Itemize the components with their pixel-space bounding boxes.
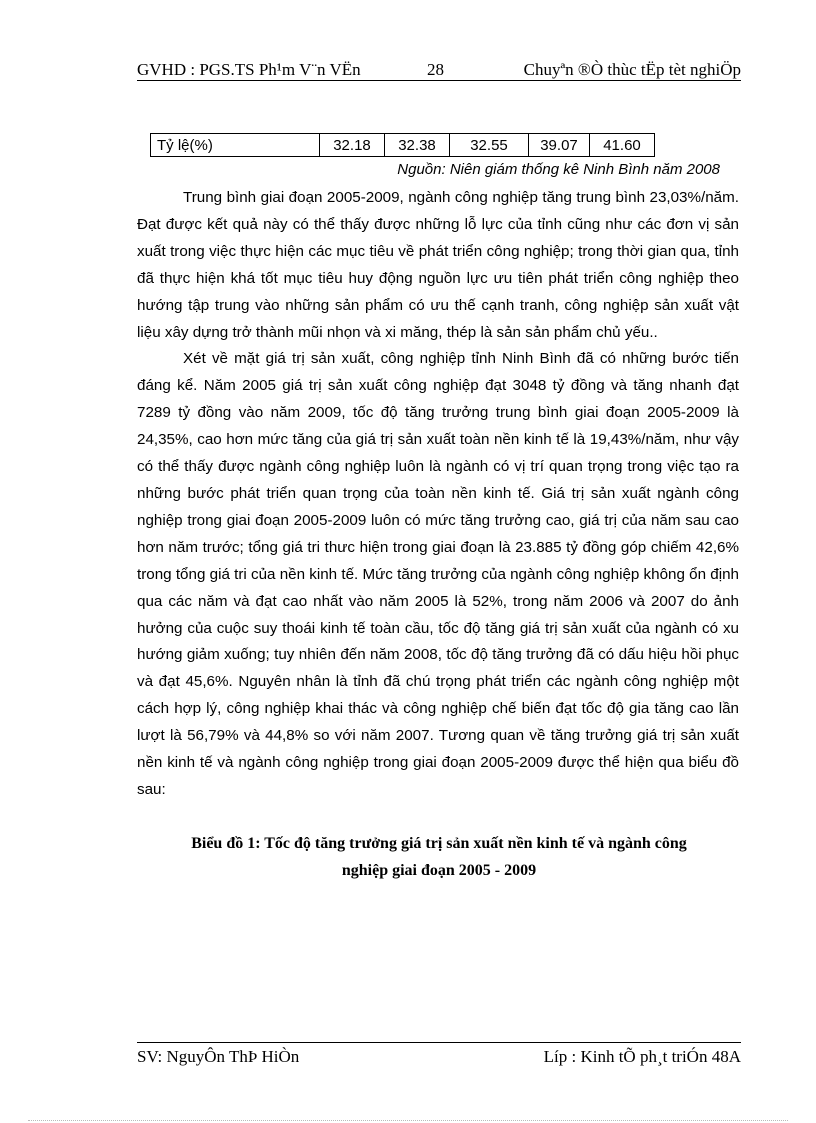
- page-number: 28: [427, 60, 444, 79]
- table-cell: 32.18: [320, 134, 385, 157]
- page-header: [137, 58, 741, 81]
- chart-caption-line: nghiệp giai đoạn 2005 - 2009: [341, 862, 537, 879]
- ratio-table: [150, 133, 655, 157]
- table-cell: 32.38: [385, 134, 450, 157]
- chart-caption: [137, 830, 741, 884]
- paragraph: Xét về mặt giá trị sản xuất, công nghiệp tỉnh Ninh Bình đã có những bước tiến đáng kể. Năm 2005 giá trị sản xuất công nghiệp đạt 3048 tỷ đồng và tăng nhanh đạt 7289 tỷ đồng vào năm 2009, tốc độ tăng trưởng trung bình giai đoạn 2005-2009 là 24,35%, cao hơn mức tăng của giá trị sản xuất toàn nền kinh tế là 19,43%/năm, như vậy có thể thấy được ngành công nghiệp luôn là ngành có vị trí quan trọng trong việc tạo ra những bước phát triển quan trọng của toàn nền kinh tế. Giá trị sản xuất ngành công nghiệp trong giai đoạn 2005-2009 luôn có mức tăng trưởng cao, giá trị của năm sau cao hơn năm trước; tổng giá tri thưc hiện trong giai đoạn là 23.885 tỷ đồng góp chiếm 42,6% trong tổng giá tri của nền kinh tế. Mức tăng trưởng của ngành công nghiệp không ổn định qua các năm và đạt cao nhất vào năm 2005 là 52%, trong năm 2006 và 2007 do ảnh hưởng của cuộc suy thoái kinh tế toàn cầu, tốc độ tăng giá trị sản xuất của ngành có xu hướng giảm xuống; tuy nhiên đến năm 2008, tốc độ tăng trưởng đã có dấu hiệu hồi phục và đạt 45,6%. Nguyên nhân là tỉnh đã chú trọng phát triển các ngành công nghiệp một cách hợp lý, công nghiệp khai thác và công nghiệp chế biến đạt tốc độ gia tăng cao lần lượt là 56,79% và 44,8% so với năm 2007. Tương quan về tăng trưởng giá trị sản xuất nền kinh tế và ngành công nghiệp trong giai đoạn 2005-2009 được thể hiện qua biểu đồ sau:: [137, 350, 739, 798]
- body-text: [137, 185, 739, 804]
- table-cell: 39.07: [529, 134, 590, 157]
- page-footer: [137, 1042, 741, 1073]
- page-edge-divider: [28, 1120, 788, 1121]
- chart-caption-line: Biểu đồ 1: Tốc độ tăng trưởng giá trị sản xuất nền kinh tế và ngành công: [191, 835, 687, 852]
- table-cell: 32.55: [450, 134, 529, 157]
- footer-class: Líp : Kinh tÕ ph¸t triÓn 48A: [543, 1047, 741, 1066]
- footer-student: SV: NguyÔn ThÞ HiÒn: [137, 1047, 300, 1066]
- table-row-label: Tỷ lệ(%): [151, 134, 320, 157]
- table-source-note: Nguồn: Niên giám thống kê Ninh Bình năm 2008: [397, 161, 720, 178]
- header-supervisor: GVHD : PGS.TS Ph¹m V¨n VËn: [137, 60, 361, 79]
- table-cell: 41.60: [590, 134, 655, 157]
- header-document-title: Chuyªn ®Ò thùc tËp tèt nghiÖp: [523, 60, 741, 79]
- table-row: [151, 134, 655, 157]
- paragraph: Trung bình giai đoạn 2005-2009, ngành công nghiệp tăng trung bình 23,03%/năm. Đạt được kết quả này có thể thấy được những lỗ lực của tỉnh cũng như các đơn vị sản xuất trong việc thực hiện các mục tiêu về phát triển công nghiệp; trong thời gian qua, tỉnh đã thực hiện khá tốt mục tiêu huy động nguồn lực ưu tiên phát triển công nghiệp theo hướng tập trung vào những sản phẩm có ưu thế cạnh tranh, công nghiệp sản xuất vật liệu xây dựng trở thành mũi nhọn và xi măng, thép là sản sản phẩm chủ yếu..: [137, 189, 739, 341]
